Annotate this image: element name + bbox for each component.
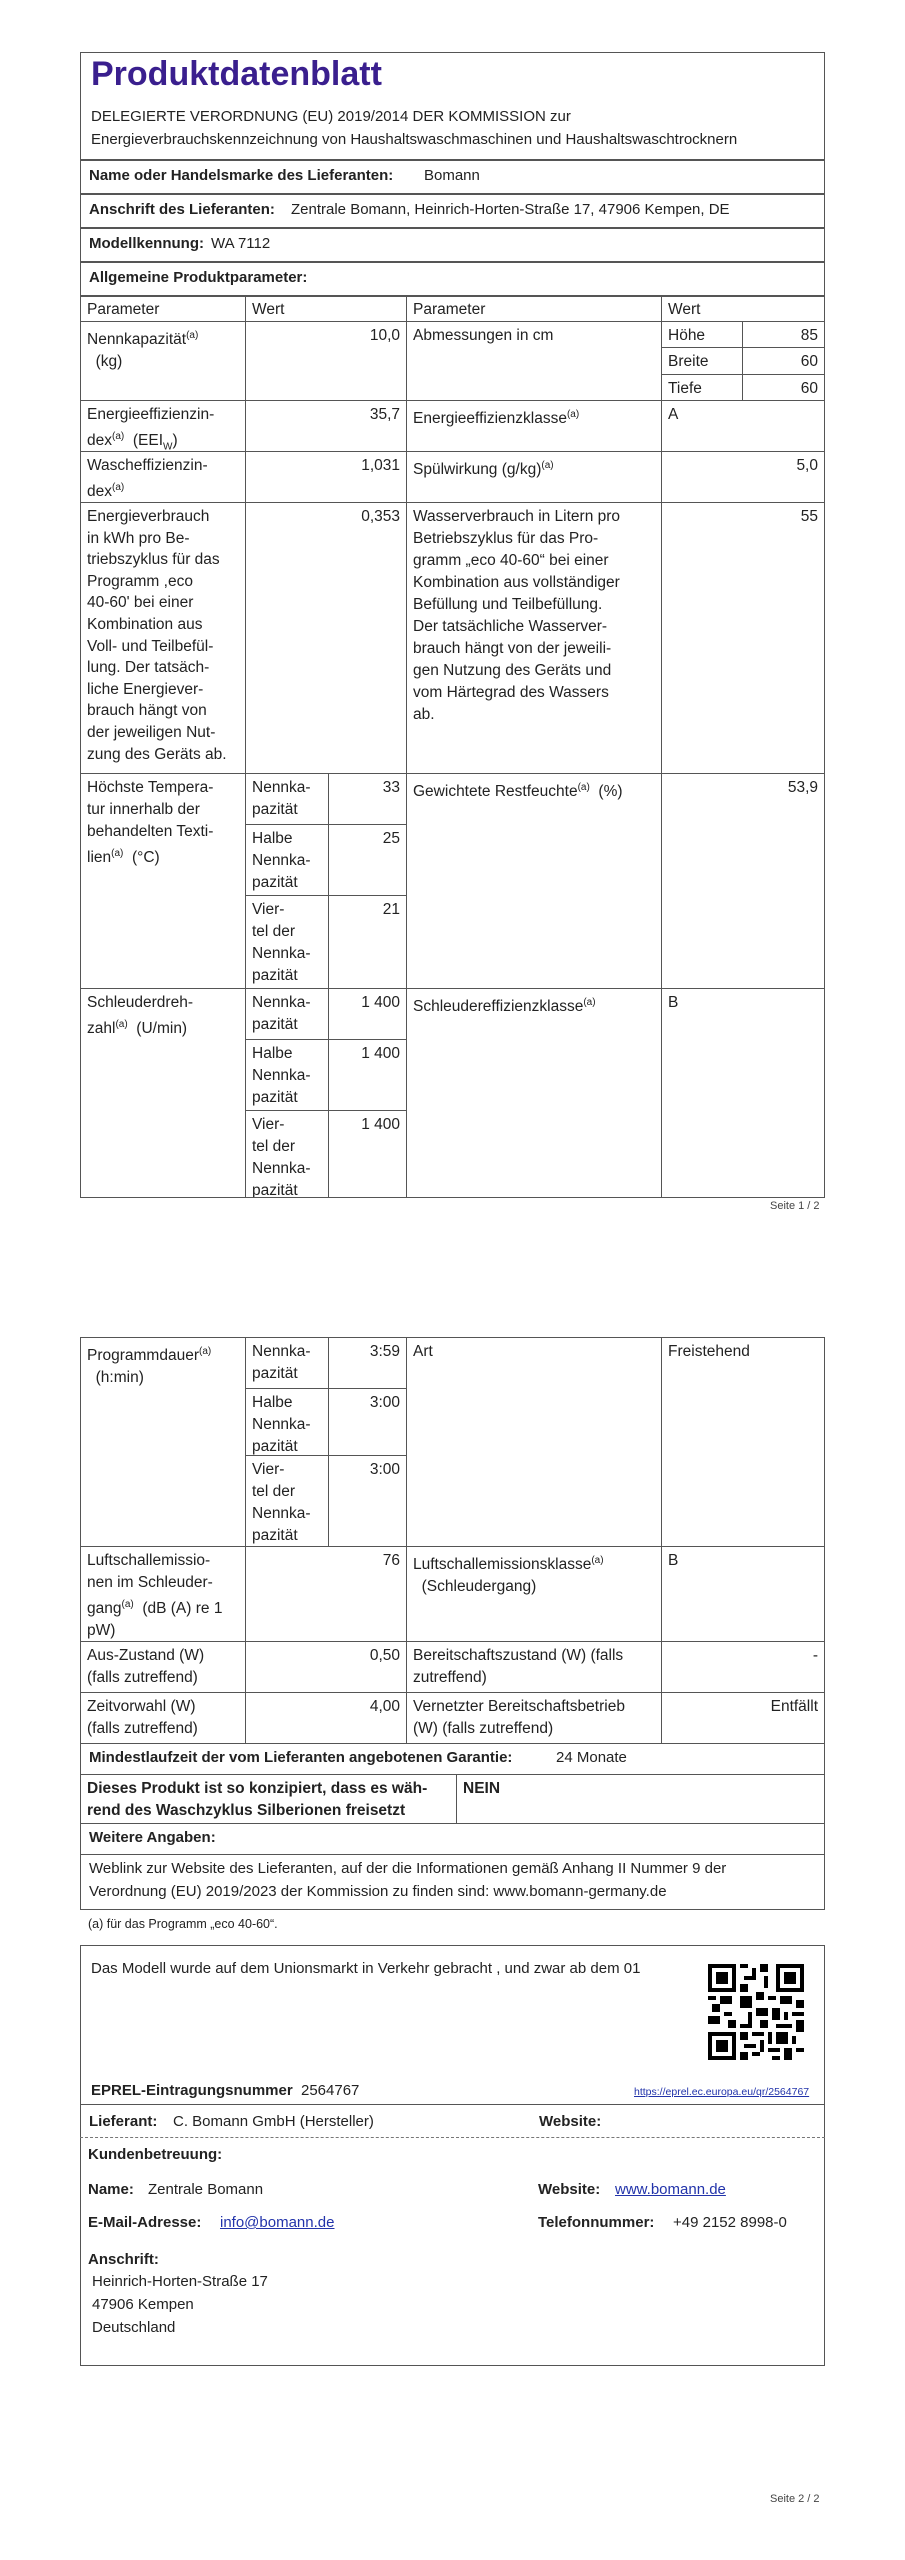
prog-sub-viert-label: Vier- tel der Nennka- pazität [245, 1455, 329, 1547]
supplier-name-row [80, 160, 825, 194]
weblink-line-1: Weblink zur Website des Lieferanten, auf der die Informationen gemäß Anhang II Nummer 9 der [89, 1860, 727, 1877]
prog-viert-value: 3:00 [328, 1455, 407, 1547]
programmdauer-label: Programmdauer$^{(a)}$ (h:min) [80, 1337, 246, 1547]
breite-value: 60 [742, 347, 825, 375]
sch-viert-value: 1 400 [328, 1110, 407, 1198]
aus-zustand-label: Aus-Zustand (W) (falls zutreffend) [80, 1641, 246, 1693]
wasserverbrauch-label: Wasserverbrauch in Litern pro Betriebszyklus für das Pro- gramm „eco 40-60“ bei einer Kombination aus vollständiger Befüllung und Teilbefüllung. Der tatsächliche Wasserver- brauch hängt von der jeweili- gen Nutzung des Geräts und vom Härtegrad des Wassers ab. [406, 502, 662, 774]
general-params-label: Allgemeine Produktparameter: [89, 269, 308, 286]
address-line-3: Deutschland [92, 2319, 176, 2336]
eprel-link[interactable]: https://eprel.ec.europa.eu/qr/2564767 [634, 2086, 810, 2098]
hoehe-label: Höhe [661, 321, 743, 348]
hdr-param-1: Parameter [80, 296, 246, 322]
sch-sub-halb-label: Halbe Nennka- pazität [245, 1039, 329, 1111]
garantie-label: Mindestlaufzeit der vom Lieferanten angebotenen Garantie: [89, 1749, 513, 1766]
energieverbrauch-value: 0,353 [245, 502, 407, 774]
supplier-address-row [80, 194, 825, 228]
name-label: Name: [88, 2181, 134, 2198]
sch-nenn-value: 1 400 [328, 988, 407, 1040]
schleudereffizienz-value: B [661, 988, 825, 1198]
bereitschaft-value: - [661, 1641, 825, 1693]
regulation-line-1: DELEGIERTE VERORDNUNG (EU) 2019/2014 DER KOMMISSION zur [91, 108, 571, 125]
art-value: Freistehend [661, 1337, 825, 1547]
hoehe-value: 85 [742, 321, 825, 348]
zeitvorwahl-label: Zeitvorwahl (W) (falls zutreffend) [80, 1692, 246, 1744]
spuelwirkung-value: 5,0 [661, 451, 825, 503]
temp-halb-value: 25 [328, 824, 407, 896]
divider [80, 2137, 825, 2138]
zeitvorwahl-value: 4,00 [245, 1692, 407, 1744]
address-line-2: 47906 Kempen [92, 2296, 194, 2313]
prog-sub-nenn-label: Nennka- pazität [245, 1337, 329, 1389]
eei-value: 35,7 [245, 400, 407, 452]
wei-value: 1,031 [245, 451, 407, 503]
abmessungen-label: Abmessungen in cm [406, 321, 662, 401]
lieferant-label: Lieferant: [89, 2113, 158, 2130]
general-params-row [80, 262, 825, 296]
tiefe-label: Tiefe [661, 374, 743, 401]
telefon-value: +49 2152 8998-0 [673, 2214, 787, 2231]
weitere-angaben-row [80, 1823, 825, 1855]
garantie-value: 24 Monate [556, 1749, 627, 1766]
model-row [80, 228, 825, 262]
temperatur-label: Höchste Tempera- tur innerhalb der behandelten Texti- lien$^{(a)}$ (°C) [80, 773, 246, 989]
weblink-row [80, 1854, 825, 1910]
tiefe-value: 60 [742, 374, 825, 401]
luftschall-label: Luftschallemissio- nen im Schleuder- gang$^{(a)}$ (dB (A) re 1 pW) [80, 1546, 246, 1642]
sch-sub-nenn-label: Nennka- pazität [245, 988, 329, 1040]
nennkapazitaet-label: Nennkapazität$^{(a)}$ (kg) [80, 321, 246, 401]
hdr-value-1: Wert [245, 296, 407, 322]
eek-label: Energieeffizienzklasse$^{(a)}$ [406, 400, 662, 452]
hdr-value-2: Wert [661, 296, 825, 322]
restfeuchte-value: 53,9 [661, 773, 825, 989]
spuelwirkung-label: Spülwirkung $(g/kg)^{(a)}$ [406, 451, 662, 503]
anschrift-label: Anschrift: [88, 2251, 159, 2268]
temp-sub-nenn-label: Nennka- pazität [245, 773, 329, 825]
website-link[interactable]: www.bomann.de [615, 2181, 726, 2198]
supplier-contact-box [80, 2104, 825, 2366]
supplier-address: Zentrale Bomann, Heinrich-Horten-Straße 17, 47906 Kempen, DE [291, 201, 730, 218]
luftschallklasse-label: Luftschallemissionsklasse$^{(a)}$ (Schleudergang) [406, 1546, 662, 1642]
silberionen-label: Dieses Produkt ist so konzipiert, dass es wäh- rend des Waschzyklus Silberionen freisetzt [80, 1774, 457, 1824]
vernetzt-label: Vernetzter Bereitschaftsbetrieb (W) (falls zutreffend) [406, 1692, 662, 1744]
prog-nenn-value: 3:59 [328, 1337, 407, 1389]
schleuderdrehzahl-label: Schleuderdreh- zahl$^{(a)}$ (U/min) [80, 988, 246, 1198]
prog-sub-halb-label: Halbe Nennka- pazität [245, 1388, 329, 1456]
eek-value: A [661, 400, 825, 452]
page1-header-box [80, 52, 825, 160]
nennkapazitaet-value: 10,0 [245, 321, 407, 401]
lieferant-value: C. Bomann GmbH (Hersteller) [173, 2113, 374, 2130]
restfeuchte-label: Gewichtete Restfeuchte$^{(a)}$ (%) [406, 773, 662, 989]
temp-nenn-value: 33 [328, 773, 407, 825]
bereitschaft-label: Bereitschaftszustand (W) (falls zutreffend) [406, 1641, 662, 1693]
eprel-box [80, 1945, 825, 2105]
website2-label: Website: [538, 2181, 601, 2198]
email-link[interactable]: info@bomann.de [220, 2214, 335, 2231]
email-label: E-Mail-Adresse: [88, 2214, 202, 2231]
art-label: Art [406, 1337, 662, 1547]
temp-sub-halb-label: Halbe Nennka- pazität [245, 824, 329, 896]
sch-halb-value: 1 400 [328, 1039, 407, 1111]
aus-zustand-value: 0,50 [245, 1641, 407, 1693]
wei-label: Wascheffizienzin- dex$^{(a)}$ [80, 451, 246, 503]
eei-label: Energieeffizienzin- dex$^{(a)}$ $(EEI_W)$ [80, 400, 246, 452]
regulation-line-2: Energieverbrauchskennzeichnung von Haushaltswaschmaschinen und Haushaltswaschtrocknern [91, 131, 738, 148]
model-id: WA 7112 [211, 235, 271, 252]
schleudereffizienz-label: Schleudereffizienzklasse$^{(a)}$ [406, 988, 662, 1198]
weblink-line-2: Verordnung (EU) 2019/2023 der Kommission zu finden sind: www.bomann-germany.de [89, 1883, 667, 1900]
qr-code-icon [708, 1964, 804, 2060]
union-market-text: Das Modell wurde auf dem Unionsmarkt in Verkehr gebracht , und zwar ab dem 01 [91, 1960, 641, 1977]
page-number-2: Seite 2 / 2 [770, 2493, 820, 2505]
supplier-name: Bomann [424, 167, 480, 184]
temp-viert-value: 21 [328, 895, 407, 989]
name-value: Zentrale Bomann [148, 2181, 264, 2198]
wasserverbrauch-value: 55 [661, 502, 825, 774]
hdr-param-2: Parameter [406, 296, 662, 322]
address-line-1: Heinrich-Horten-Straße 17 [92, 2273, 268, 2290]
footnote: (a) für das Programm „eco 40-60“. [88, 1917, 278, 1931]
luftschall-value: 76 [245, 1546, 407, 1642]
telefon-label: Telefonnummer: [538, 2214, 655, 2231]
luftschallklasse-value: B [661, 1546, 825, 1642]
kundenbetreuung-label: Kundenbetreuung: [88, 2146, 223, 2163]
eprel-label: EPREL-Eintragungsnummer [91, 2082, 293, 2099]
model-label: Modellkennung: [89, 235, 204, 252]
page-number-1: Seite 1 / 2 [770, 1200, 820, 1212]
prog-halb-value: 3:00 [328, 1388, 407, 1456]
sch-sub-viert-label: Vier- tel der Nennka- pazität [245, 1110, 329, 1198]
garantie-row [80, 1743, 825, 1775]
silberionen-value: NEIN [456, 1774, 825, 1824]
energieverbrauch-label: Energieverbrauch in kWh pro Be- triebszyklus für das Programm ,eco 40-60' bei einer Kombination aus Voll- und Teilbefül- lung. Der tatsäch- liche Energiever- brauch hängt von der jeweiligen Nut- zung des Geräts ab. [80, 502, 246, 774]
breite-label: Breite [661, 347, 743, 375]
eprel-number: 2564767 [301, 2082, 360, 2099]
weitere-angaben-label: Weitere Angaben: [89, 1829, 216, 1846]
supplier-name-label: Name oder Handelsmarke des Lieferanten: [89, 167, 394, 184]
page-title: Produktdatenblatt [91, 55, 382, 93]
vernetzt-value: Entfällt [661, 1692, 825, 1744]
website-label: Website: [539, 2113, 602, 2130]
temp-sub-viert-label: Vier- tel der Nennka- pazität [245, 895, 329, 989]
supplier-address-label: Anschrift des Lieferanten: [89, 201, 275, 218]
